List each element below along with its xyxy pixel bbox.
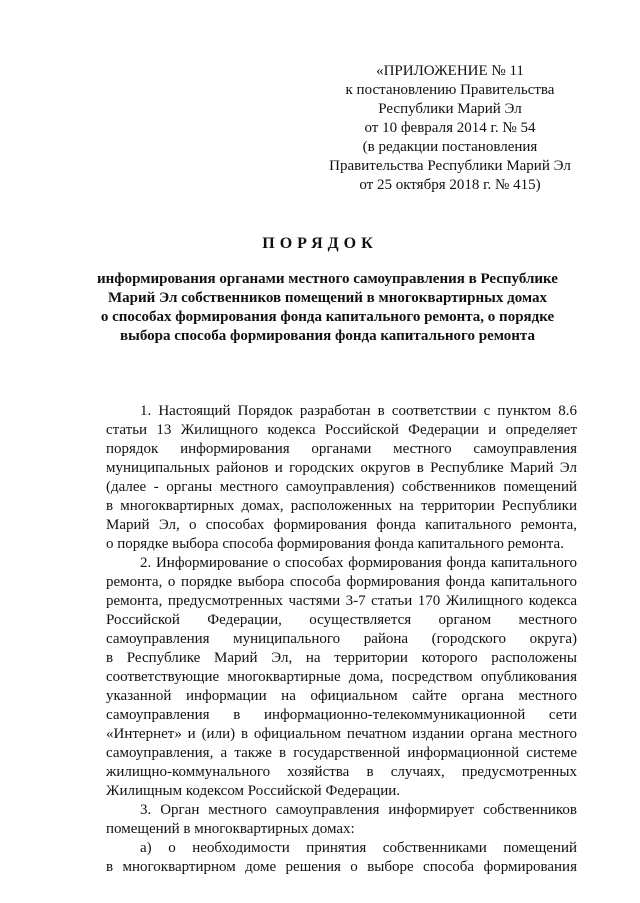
body-line: Марий Эл, о способах формирования фонда капитального ремонта,: [106, 517, 577, 533]
appendix-line: от 10 февраля 2014 г. № 54: [364, 120, 536, 136]
body-line: (далее - органы местного самоуправления) собственников помещений: [106, 479, 577, 495]
body-line: 3. Орган местного самоуправления информирует собственников: [140, 802, 577, 818]
body-line: Жилищным кодексом Российской Федерации.: [106, 783, 401, 799]
body-line: статьи 13 Жилищного кодекса Российской Федерации и определяет: [106, 422, 577, 438]
body-line: самоуправления, а также в государственной информационной системе: [106, 745, 577, 761]
body-line: помещений в многоквартирных домах:: [106, 821, 355, 837]
body-line: Российской Федерации, осуществляется органом местного: [106, 612, 577, 628]
body-line: 1. Настоящий Порядок разработан в соответствии с пунктом 8.6: [140, 403, 577, 419]
body-line: порядок информирования органами местного самоуправления: [106, 441, 577, 457]
appendix-line: (в редакции постановления: [362, 139, 538, 155]
appendix-line: от 25 октября 2018 г. № 415): [359, 177, 541, 193]
body-line: о порядке выбора способа формирования фонда капитального ремонта.: [106, 536, 564, 552]
appendix-line: Правительства Республики Марий Эл: [329, 158, 571, 174]
subtitle-line: Марий Эл собственников помещений в многоквартирных домах: [107, 290, 548, 306]
body-line: «Интернет» и (или) в официальном печатном издании органа местного: [106, 726, 577, 742]
body-line: соответствующие многоквартирные дома, посредством опубликования: [106, 669, 577, 685]
body-line: самоуправления муниципального района (городского округа): [106, 631, 577, 647]
document-body: [106, 402, 577, 877]
subtitle-line: о способах формирования фонда капитального ремонта, о порядке: [100, 309, 555, 325]
appendix-line: «ПРИЛОЖЕНИЕ № 11: [376, 63, 524, 79]
body-line: в многоквартирном доме решения о выборе способа формирования: [106, 859, 577, 875]
document-title: ПОРЯДОК: [262, 235, 378, 252]
body-line: указанной информации на официальном сайте органа местного: [106, 688, 577, 704]
body-line: в Республике Марий Эл, на территории которого расположены: [106, 650, 577, 666]
appendix-line: к постановлению Правительства: [345, 82, 555, 98]
body-line: ремонта, предусмотренных частями 3-7 статьи 170 Жилищного кодекса: [106, 593, 577, 609]
body-line: самоуправления в информационно-телекоммуникационной сети: [106, 707, 577, 723]
body-line: ремонта, о порядке выбора способа формирования фонда капитального: [106, 574, 577, 590]
body-line: 2. Информирование о способах формирования фонда капитального: [140, 555, 577, 571]
body-line: жилищно-коммунального хозяйства в случаях, предусмотренных: [106, 764, 577, 780]
subtitle-line: информирования органами местного самоуправления в Республике: [97, 271, 558, 287]
appendix-header: [300, 62, 600, 195]
body-line: а) о необходимости принятия собственниками помещений: [140, 840, 577, 856]
document-subtitle: [80, 270, 575, 346]
subtitle-line: выбора способа формирования фонда капитального ремонта: [120, 328, 535, 344]
appendix-line: Республики Марий Эл: [378, 101, 522, 117]
body-line: муниципальных районов и городских округов в Республике Марий Эл: [106, 460, 577, 476]
body-line: в многоквартирных домах, расположенных на территории Республики: [106, 498, 577, 514]
